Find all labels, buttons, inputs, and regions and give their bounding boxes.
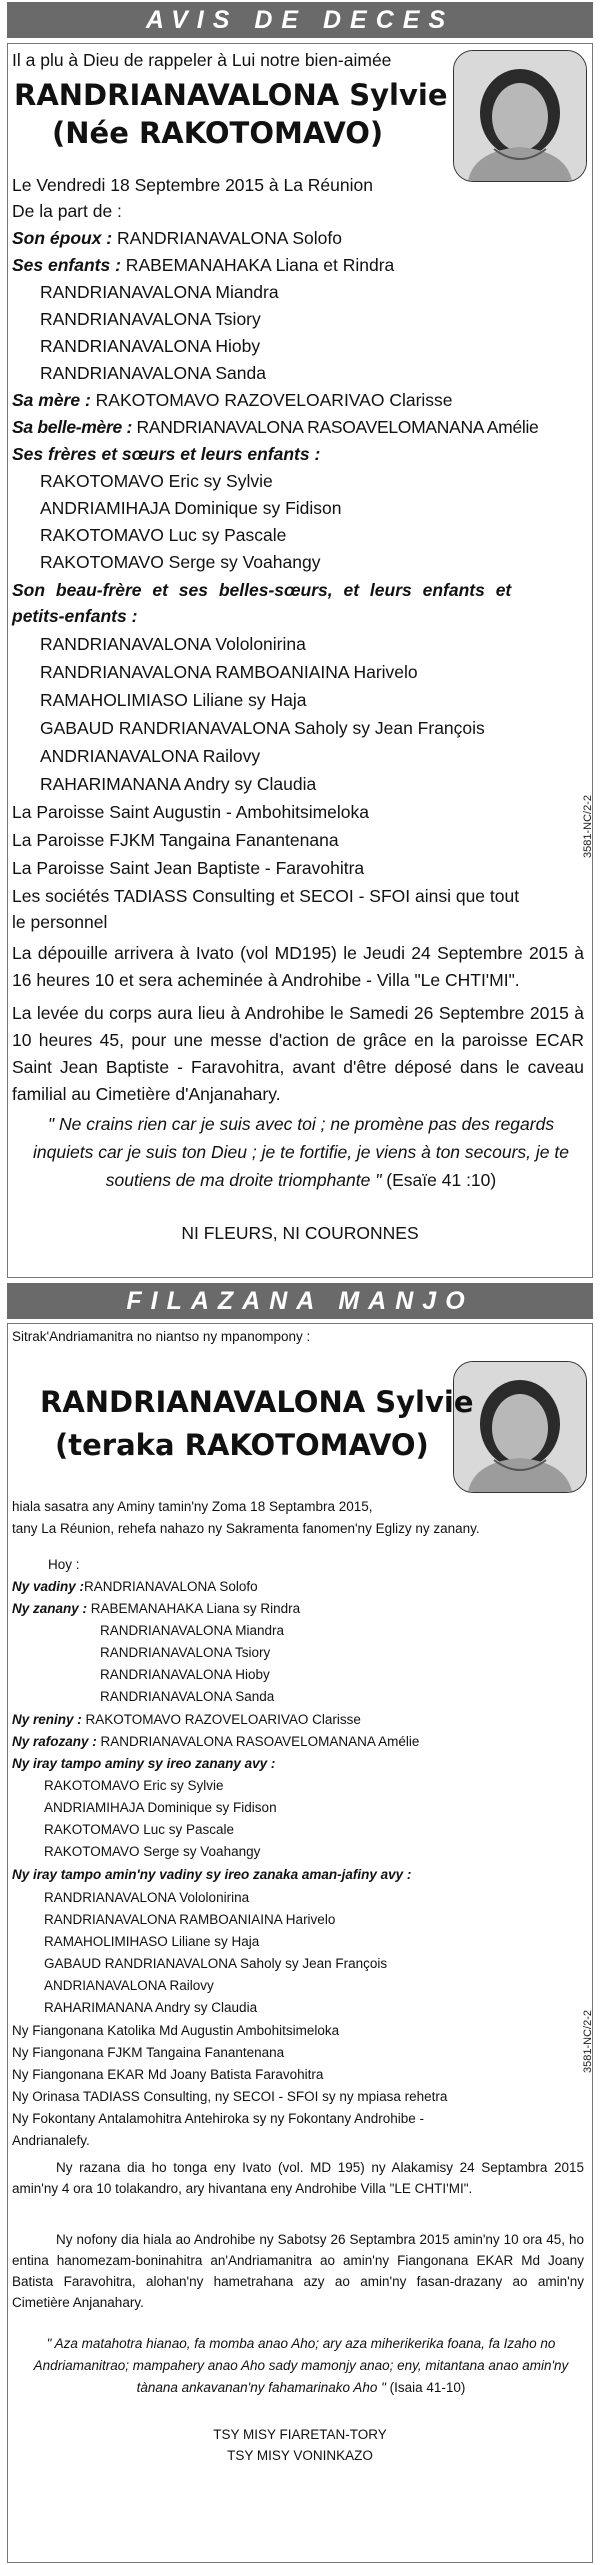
bellemere-name: RANDRIANAVALONA RASOAVELOMANANA Amélie	[132, 417, 539, 437]
list-item: ANDRIANAVALONA Railovy	[44, 1978, 214, 1993]
paroisse-item: La Paroisse FJKM Tangaina Fanantenana	[12, 830, 339, 850]
list-item: RANDRIANAVALONA Miandra	[40, 282, 279, 302]
avis-part: De la part de :	[12, 201, 122, 221]
list-item: RAKOTOMAVO Eric sy Sylvie	[44, 1778, 224, 1793]
list-item: RAHARIMANANA Andry sy Claudia	[40, 774, 317, 794]
mere-label: Sa mère :	[12, 390, 91, 410]
portrait-photo	[453, 1361, 587, 1493]
filazana-deceased-name: RANDRIANAVALONA Sylvie	[40, 1385, 474, 1419]
list-item: GABAUD RANDRIANAVALONA Saholy sy Jean François	[40, 718, 485, 738]
list-item: RAKOTOMAVO Eric sy Sylvie	[40, 471, 273, 491]
list-item: RAMAHOLIMIASO Liliane sy Haja	[40, 690, 307, 710]
paroisse-item: La Paroisse Saint Jean Baptiste - Faravohitra	[12, 858, 365, 878]
list-item: RANDRIANAVALONA Tsiory	[100, 1645, 271, 1660]
depouille-paragraph: La dépouille arrivera à Ivato (vol MD195) le Jeudi 24 Septembre 2015 à 16 heures 10 et sera acheminée à Androhibe - Villa "Le CHTI'MI".	[12, 943, 584, 990]
zanany-label: Ny zanany :	[12, 1601, 88, 1616]
fokontany-line2: Andrianalefy.	[12, 2133, 90, 2148]
reniny	[12, 1712, 361, 1727]
fiangonana-item: Ny Fiangonana EKAR Md Joany Batista Faravohitra	[12, 2067, 324, 2082]
list-item: GABAUD RANDRIANAVALONA Saholy sy Jean François	[44, 1956, 388, 1971]
iray2-label: Ny iray tampo amin'ny vadiny sy ireo zanaka aman-jafiny avy :	[12, 1867, 412, 1882]
paroisse-item: La Paroisse Saint Augustin - Ambohitsimeloka	[12, 802, 369, 822]
vadiny-label: Ny vadiny :	[12, 1579, 85, 1594]
beaufrere-label-line1: Son beau-frère et ses belles-sœurs, et leurs enfants et	[12, 580, 512, 600]
avis-enfants	[12, 255, 394, 276]
list-item: RANDRIANAVALONA Miandra	[100, 1623, 285, 1638]
list-item: RAKOTOMAVO Serge sy Voahangy	[40, 552, 321, 572]
vadiny	[12, 1579, 258, 1594]
enfants-label: Ses enfants :	[12, 255, 121, 275]
rafozany	[12, 1734, 419, 1749]
societes-line1: Les sociétés TADIASS Consulting et SECOI - SFOI ainsi que tout	[12, 886, 520, 906]
avis-fleurs: NI FLEURS, NI COURONNES	[181, 1223, 419, 1243]
nofony-paragraph: Ny nofony dia hiala ao Androhibe ny Sabotsy 26 Septambra 2015 amin'ny 10 ora 45, ho entina hanomezam-boninahitra an'Andriamanitra ao amin'ny Fiangonana EKAR Md Joany Batista Faravohitra, alohan'ny hametrahana azy ao amin'ny fasan-drazany ao amin'ny Cimetière Anjanahary.	[12, 2232, 584, 2310]
fiangonana-item: Ny Orinasa TADIASS Consulting, ny SECOI - SFOI sy ny mpiasa rehetra	[12, 2089, 448, 2104]
avis-banner: AVIS DE DECES	[7, 2, 593, 38]
list-item: RANDRIANAVALONA Tsiory	[40, 309, 261, 329]
filazana-intro: Sitrak'Andriamanitra no niantso ny mpanompony :	[12, 1329, 311, 1344]
fiangonana-item: Ny Fiangonana Katolika Md Augustin Ambohitsimeloka	[12, 2023, 340, 2038]
enfants-first: RABEMANAHAKA Liana et Rindra	[120, 255, 395, 275]
filazana-quote	[18, 2333, 584, 2399]
hiala-line2: tany La Réunion, rehefa nahazo ny Sakramenta fanomen'ny Eglizy ny zanany.	[12, 1521, 480, 1536]
avis-reference: 3581-NC/2-2	[582, 795, 594, 858]
filazana-quote-text: " Aza matahotra hianao, fa momba anao Aho; ary aza miherikerika foana, fa Izaho no Andriamanitrao; mampahery anao Aho sady mamonjy anao; eny, mitantana anao amin'ny tànana ankavanan'ny fahamarinako Aho "	[33, 2336, 569, 2395]
list-item: RANDRIANAVALONA RAMBOANIAINA Harivelo	[40, 662, 418, 682]
avis-quote-text: " Ne crains rien car je suis avec toi ; ne promène pas des regards inquiets car je suis ton Dieu ; je te fortifie, je viens à ton secours, je te soutiens de ma droite triomphante "	[33, 1114, 569, 1190]
avis-mere	[12, 390, 453, 411]
closing-line2: TSY MISY VONINKAZO	[227, 2448, 373, 2463]
iray1-label: Ny iray tampo aminy sy ireo zanany avy :	[12, 1756, 276, 1771]
reniny-label: Ny reniny :	[12, 1712, 82, 1727]
avis-intro: Il a plu à Dieu de rappeler à Lui notre bien-aimée	[12, 50, 392, 70]
avis-bellemere	[12, 417, 538, 438]
list-item: RANDRIANAVALONA Hioby	[40, 336, 261, 356]
avis-maiden-name: (Née RAKOTOMAVO)	[52, 116, 384, 150]
avis-epoux	[12, 228, 342, 249]
zanany	[12, 1601, 300, 1616]
societes-line2: le personnel	[12, 912, 108, 932]
list-item: RAMAHOLIMIHASO Liliane sy Haja	[44, 1934, 260, 1949]
list-item: RAHARIMANANA Andry sy Claudia	[44, 2000, 258, 2015]
levee-paragraph: La levée du corps aura lieu à Androhibe le Samedi 26 Septembre 2015 à 10 heures 45, pour une messe d'action de grâce en la paroisse ECAR Saint Jean Baptiste - Faravohitra, avant d'être déposé dans le caveau familial au Cimetière d'Anjanahary.	[12, 1003, 584, 1104]
list-item: ANDRIANAVALONA Railovy	[40, 746, 261, 766]
avis-quote	[18, 1110, 584, 1194]
filazana-banner: FILAZANA MANJO	[7, 1283, 593, 1319]
list-item: ANDRIAMIHAJA Dominique sy Fidison	[44, 1800, 277, 1815]
zanany-first: RABEMANAHAKA Liana sy Rindra	[87, 1601, 301, 1616]
filazana-reference: 3581-NC/2-2	[582, 2010, 594, 2073]
list-item: RANDRIANAVALONA Vololonirina	[40, 634, 306, 654]
avis-quote-ref: (Esaïe 41 :10)	[381, 1170, 497, 1190]
razana-paragraph: Ny razana dia ho tonga eny Ivato (vol. MD 195) ny Alakamisy 24 Septambra 2015 amin'ny 4 ora 10 tolakandro, ary hivantana eny Androhibe Villa "LE CHTI'MI".	[12, 2160, 584, 2196]
avis-deceased-name: RANDRIANAVALONA Sylvie	[14, 78, 448, 112]
bellemere-label: Sa belle-mère :	[12, 417, 132, 437]
filazana-maiden-name: (teraka RAKOTOMAVO)	[55, 1428, 429, 1462]
epoux-name: RANDRIANAVALONA Solofo	[112, 228, 342, 248]
list-item: RANDRIANAVALONA Sanda	[40, 363, 266, 383]
list-item: RANDRIANAVALONA Vololonirina	[44, 1890, 250, 1905]
epoux-label: Son époux :	[12, 228, 113, 248]
closing-line1: TSY MISY FIARETAN-TORY	[213, 2427, 387, 2442]
beaufrere-label-line2: petits-enfants :	[12, 606, 138, 626]
list-item: RAKOTOMAVO Luc sy Pascale	[44, 1822, 235, 1837]
mere-name: RAKOTOMAVO RAZOVELOARIVAO Clarisse	[90, 390, 453, 410]
fiangonana-item: Ny Fiangonana FJKM Tangaina Fanantenana	[12, 2045, 285, 2060]
filazana-quote-ref: (Isaia 41-10)	[385, 2380, 466, 2395]
fokontany-line1: Ny Fokontany Antalamohitra Antehiroka sy ny Fokontany Androhibe -	[12, 2111, 424, 2126]
list-item: RAKOTOMAVO Serge sy Voahangy	[44, 1844, 261, 1859]
list-item: RAKOTOMAVO Luc sy Pascale	[40, 525, 287, 545]
reniny-name: RAKOTOMAVO RAZOVELOARIVAO Clarisse	[81, 1712, 361, 1727]
list-item: ANDRIAMIHAJA Dominique sy Fidison	[40, 498, 342, 518]
rafozany-label: Ny rafozany :	[12, 1734, 97, 1749]
list-item: RANDRIANAVALONA Sanda	[100, 1689, 275, 1704]
rafozany-name: RANDRIANAVALONA RASOAVELOMANANA Amélie	[96, 1734, 420, 1749]
freres-label: Ses frères et sœurs et leurs enfants :	[12, 444, 321, 464]
list-item: RANDRIANAVALONA RAMBOANIAINA Harivelo	[44, 1912, 336, 1927]
avis-date: Le Vendredi 18 Septembre 2015 à La Réunion	[12, 175, 373, 195]
hiala-line1: hiala sasatra any Aminy tamin'ny Zoma 18 Septambra 2015,	[12, 1499, 373, 1514]
list-item: RANDRIANAVALONA Hioby	[100, 1667, 270, 1682]
hoy-label: Hoy :	[48, 1557, 80, 1572]
vadiny-name: RANDRIANAVALONA Solofo	[84, 1579, 258, 1594]
portrait-photo	[453, 50, 587, 182]
